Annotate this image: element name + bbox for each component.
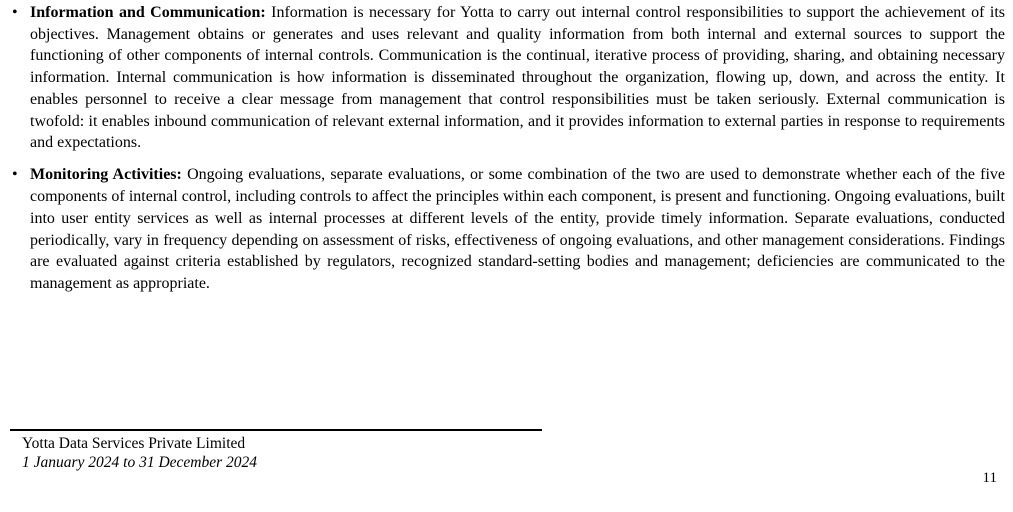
- footer-report-period: 1 January 2024 to 31 December 2024: [22, 454, 258, 471]
- page-number: 11: [982, 470, 997, 486]
- bullet-item-monitoring-activities: [12, 164, 1005, 294]
- bullet-icon: •: [12, 4, 18, 21]
- bullet-label: Monitoring Activities:: [30, 166, 182, 184]
- bullet-text: Information is necessary for Yotta to carry out internal control responsibilities to support the achievement of its objectives. Management obtains or generates and uses relevant and quality information from both internal and external sources to support the functioning of other components of internal controls. Communication is the continual, iterative process of providing, sharing, and obtaining necessary information. Internal communication is how information is disseminated throughout the organization, flowing up, down, and across the entity. It enables personnel to receive a clear message from management that control responsibilities must be taken seriously. External communication is twofold: it enables inbound communication of relevant external information, and it provides information to external parties in response to requirements and expectations.: [30, 4, 1006, 152]
- bullet-icon: •: [12, 166, 18, 184]
- bullet-text: Ongoing evaluations, separate evaluations, or some combination of the two are used to demonstrate whether each of the five components of internal control, including controls to affect the principles within each component, is present and functioning. Ongoing evaluations, built into user entity services as well as internal processes at different levels of the entity, provide timely information. Separate evaluations, conducted periodically, vary in frequency depending on assessment of risks, effectiveness of ongoing evaluations, and other management considerations. Findings are evaluated against criteria established by regulators, recognized standard-setting bodies and management; deficiencies are communicated to the management as appropriate.: [30, 166, 1006, 292]
- bullet-list: [12, 2, 1005, 305]
- page-footer: [10, 429, 542, 472]
- footer-company-name: Yotta Data Services Private Limited: [22, 435, 246, 452]
- bullet-item-information-and-communication: [12, 2, 1005, 154]
- bullet-label: Information and Communication:: [30, 4, 266, 21]
